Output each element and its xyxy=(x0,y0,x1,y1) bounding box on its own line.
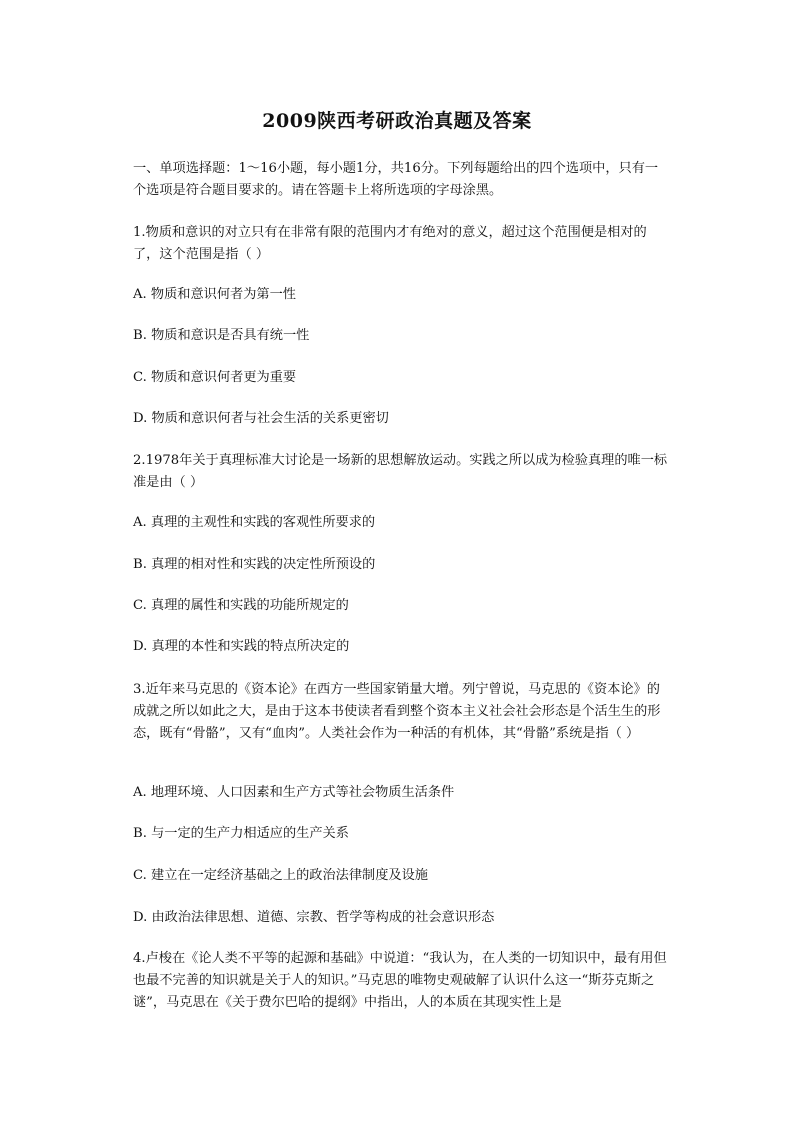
question-3-option-d: D. 由政治法律思想、道德、宗教、哲学等构成的社会意识形态 xyxy=(133,910,495,925)
question-3-option-c: C. 建立在一定经济基础之上的政治法律制度及设施 xyxy=(133,868,428,883)
question-3-option-b: B. 与一定的生产力相适应的生产关系 xyxy=(133,826,349,841)
question-1-option-b: B. 物质和意识是否具有统一性 xyxy=(133,328,310,343)
question-2-option-c: C. 真理的属性和实践的功能所规定的 xyxy=(133,598,349,613)
document-title: 2009陕西考研政治真题及答案 xyxy=(262,110,532,132)
question-3-stem: 3.近年来马克思的《资本论》在西方一些国家销量大增。列宁曾说，马克思的《资本论》的成就之所以如此之大，是由于这本书使读者看到整个资本主义社会社会形态是个活生生的形态，既有“骨骼”，又有“血肉”。人类社会作为一种活的有机体，其“骨骼”系统是指（ ） xyxy=(133,682,661,741)
section-intro: 一、单项选择题：1～16小题，每小题1分，共16分。下列每题给出的四个选项中，只有一个选项是符合题目要求的。请在答题卡上将所选项的字母涂黑。 xyxy=(133,161,659,198)
question-1-option-d: D. 物质和意识何者与社会生活的关系更密切 xyxy=(133,411,389,426)
question-4-stem: 4.卢梭在《论人类不平等的起源和基础》中说道：“我认为，在人类的一切知识中，最有用但也最不完善的知识就是关于人的知识。”马克思的唯物史观破解了认识什么这一“斯芬克斯之谜”，马克思在《关于费尔巴哈的提纲》中指出，人的本质在其现实性上是 xyxy=(133,951,667,1010)
question-3-option-a: A. 地理环境、人口因素和生产方式等社会物质生活条件 xyxy=(133,785,455,800)
question-2-option-a: A. 真理的主观性和实践的客观性所要求的 xyxy=(133,515,376,530)
question-1-option-c: C. 物质和意识何者更为重要 xyxy=(133,370,297,385)
question-2-stem: 2.1978年关于真理标准大讨论是一场新的思想解放运动。实践之所以成为检验真理的唯一标准是由（ ） xyxy=(133,453,668,490)
question-2-option-b: B. 真理的相对性和实践的决定性所预设的 xyxy=(133,557,376,572)
question-1-option-a: A. 物质和意识何者为第一性 xyxy=(133,287,296,302)
question-2-option-d: D. 真理的本性和实践的特点所决定的 xyxy=(133,639,350,654)
question-1-stem: 1.物质和意识的对立只有在非常有限的范围内才有绝对的意义，超过这个范围便是相对的了，这个范围是指（ ） xyxy=(133,225,647,262)
